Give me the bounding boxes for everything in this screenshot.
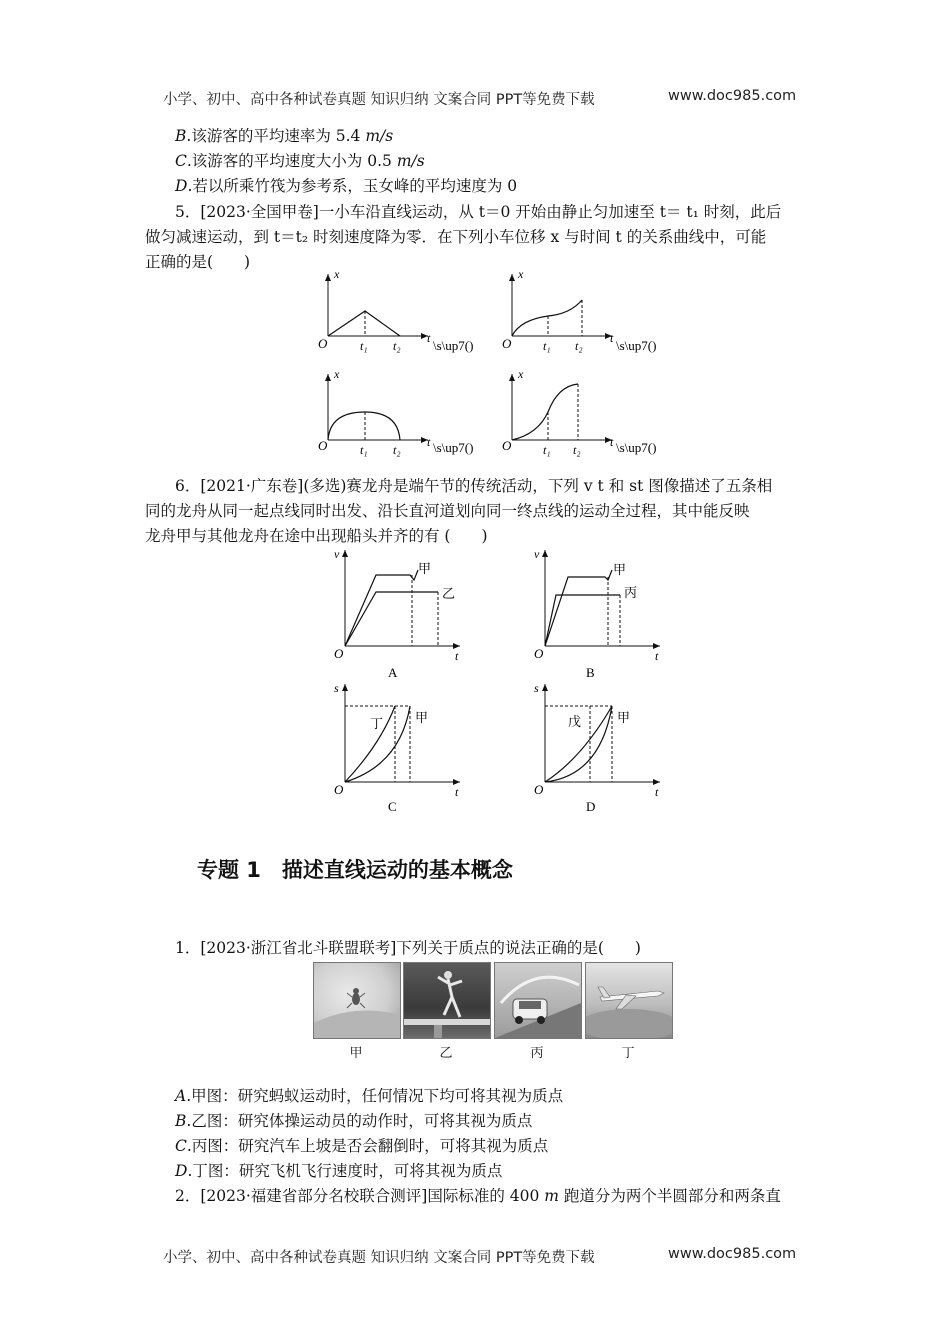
- q6b-bing-label: 丙: [624, 585, 638, 600]
- p1-option-c: C.丙图：研究汽车上坡是否会翻倒时，可将其视为质点: [175, 1137, 549, 1155]
- q5c-t-label: t: [427, 435, 431, 449]
- q5a-x-label: x: [334, 267, 340, 281]
- prev-option-d: D.若以所乘竹筏为参考系，玉女峰的平均速度为 0: [175, 177, 518, 195]
- q5b-t2-label: t₂: [575, 339, 583, 353]
- q6c-caption: C: [388, 799, 397, 814]
- q5b-o-label: O: [502, 336, 512, 351]
- footer-text: 小学、初中、高中各种试卷真题 知识归纳 文案合同 PPT等免费下载: [163, 1250, 595, 1266]
- q5-graphs: [300, 262, 700, 462]
- p1-option-a: A.甲图：研究蚂蚁运动时，任何情况下均可将其视为质点: [175, 1087, 564, 1105]
- gymnast-photo: [403, 962, 491, 1039]
- q6-graph-b: [534, 547, 660, 680]
- photo-caption-bing: 丙: [530, 1046, 544, 1061]
- q6-line2: 同的龙舟从同一起点线同时出发、沿长直河道划向同一终点线的运动全过程，其中能反映: [145, 502, 750, 520]
- q6a-caption: A: [388, 665, 398, 680]
- p1-option-d: D.丁图：研究飞机飞行速度时，可将其视为质点: [175, 1162, 503, 1180]
- q6-graph-d: [534, 681, 660, 814]
- q6c-t-label: t: [455, 785, 459, 799]
- ant-photo: [313, 962, 401, 1039]
- q6c-o-label: O: [334, 782, 344, 797]
- header-url: www.doc985.com: [668, 88, 797, 104]
- q5a-t-label: t: [427, 331, 431, 345]
- q5d-t1-label: t₁: [543, 443, 551, 457]
- section-title: 专题 1 描述直线运动的基本概念: [197, 858, 513, 882]
- q6-graph-a: [334, 547, 460, 680]
- photo-caption-ding: 丁: [621, 1046, 635, 1061]
- p1-stem: 1．[2023·浙江省北斗联盟联考]下列关于质点的说法正确的是( ): [175, 939, 641, 957]
- header-text: 小学、初中、高中各种试卷真题 知识归纳 文案合同 PPT等免费下载: [163, 92, 595, 108]
- q6d-s-label: s: [534, 681, 539, 695]
- q5b-suffix: \s\up7(): [616, 338, 657, 353]
- q6a-yi-label: 乙: [442, 586, 456, 601]
- q5a-t1-label: t₁: [360, 339, 368, 353]
- q6-graphs: [320, 540, 700, 815]
- q5-line1: 5．[2023·全国甲卷]一小车沿直线运动，从 t＝0 开始由静止匀加速至 t＝ t₁ 时刻，此后: [175, 203, 782, 221]
- q6a-jia-label: 甲: [418, 561, 432, 576]
- q5-line2: 做匀减速运动，到 t＝t₂ 时刻速度降为零．在下列小车位移 x 与时间 t 的关系曲线中，可能: [145, 228, 767, 246]
- q6a-v-label: v: [334, 547, 340, 561]
- q5b-t-label: t: [610, 331, 614, 345]
- q6a-o-label: O: [334, 646, 344, 661]
- q5-graph-c: [318, 367, 473, 457]
- q6c-ding-label: 丁: [370, 716, 384, 731]
- q6d-wu-label: 戊: [568, 714, 582, 729]
- q5a-suffix: \s\up7(): [433, 338, 474, 353]
- q6d-o-label: O: [534, 782, 544, 797]
- q5c-t1-label: t₁: [360, 443, 368, 457]
- q5-graph-d: [502, 367, 656, 457]
- q5c-x-label: x: [334, 367, 340, 381]
- q5d-o-label: O: [502, 438, 512, 453]
- q6b-t-label: t: [655, 649, 659, 663]
- car-photo: [494, 962, 582, 1039]
- q5d-t2-label: t₂: [573, 443, 581, 457]
- q5a-o-label: O: [318, 336, 328, 351]
- q6d-caption: D: [586, 799, 596, 814]
- q5c-t2-label: t₂: [393, 443, 401, 457]
- q6b-v-label: v: [534, 547, 540, 561]
- q5d-suffix: \s\up7(): [616, 440, 657, 455]
- q6c-jia-label: 甲: [415, 710, 429, 725]
- q6d-t-label: t: [655, 785, 659, 799]
- q5b-x-label: x: [518, 267, 524, 281]
- airplane-photo: [585, 962, 673, 1039]
- q5-line3: 正确的是( ): [145, 253, 251, 271]
- q6-graph-c: [334, 681, 460, 814]
- q5-graph-b: [502, 267, 656, 353]
- p2-stem: 2．[2023·福建省部分名校联合测评]国际标准的 400 m 跑道分为两个半圆部分和两条直: [175, 1187, 781, 1205]
- q6a-t-label: t: [455, 649, 459, 663]
- q5c-suffix: \s\up7(): [433, 440, 474, 455]
- q5b-t1-label: t₁: [543, 339, 551, 353]
- q5d-x-label: x: [518, 367, 524, 381]
- photo-caption-yi: 乙: [439, 1046, 453, 1061]
- q6-line1: 6．[2021·广东卷](多选)赛龙舟是端午节的传统活动，下列 v t 和 st 图像描述了五条相: [175, 477, 773, 495]
- photo-caption-jia: 甲: [349, 1046, 363, 1061]
- q6d-jia-label: 甲: [617, 710, 631, 725]
- q5-graph-a: [318, 267, 473, 353]
- q6-line3: 龙舟甲与其他龙舟在途中出现船头并齐的有 ( ): [145, 527, 488, 545]
- q6b-jia-label: 甲: [613, 562, 627, 577]
- prev-option-b: B.该游客的平均速率为 5.4 m/s: [175, 127, 394, 145]
- q6b-o-label: O: [534, 646, 544, 661]
- q5a-t2-label: t₂: [393, 339, 401, 353]
- prev-option-c: C.该游客的平均速度大小为 0.5 m/s: [175, 152, 425, 170]
- q5d-t-label: t: [610, 435, 614, 449]
- q6b-caption: B: [586, 665, 595, 680]
- footer-url: www.doc985.com: [668, 1246, 797, 1262]
- p1-option-b: B.乙图：研究体操运动员的动作时，可将其视为质点: [175, 1112, 533, 1130]
- q5c-o-label: O: [318, 438, 328, 453]
- q6c-s-label: s: [334, 681, 339, 695]
